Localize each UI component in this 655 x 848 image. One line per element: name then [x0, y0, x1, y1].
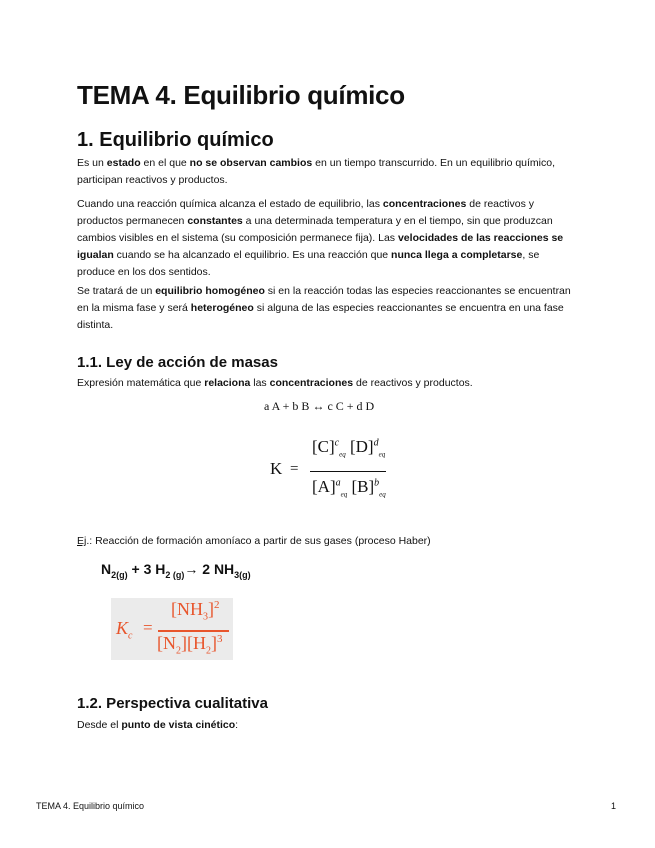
section-1-2-heading: 1.2. Perspectiva cualitativa: [77, 695, 268, 712]
kc-expression: $K_c$ = $[NH_3]^2$ $[N_2][H_2]^3$: [111, 598, 233, 660]
kc-denominator: $[N_2][H_2]^3$: [157, 633, 223, 657]
section-1-paragraph-1: Es un estado en el que no se observan cambios en un tiempo transcurrido. En un equilibrio químico, participan reactivos y productos.: [77, 157, 556, 186]
example-line: Ej.: Reacción de formación amoníaco a partir de sus gases (proceso Haber): [77, 535, 431, 547]
section-1-2-paragraph: Desde el punto de vista cinético:: [77, 719, 239, 731]
section-1-1-paragraph: Expresión matemática que relaciona las concentraciones de reactivos y productos.: [77, 377, 473, 389]
page-title: TEMA 4. Equilibrio químico: [77, 80, 405, 110]
footer-title: TEMA 4. Equilibrio químico: [36, 801, 145, 811]
k-symbol: K: [270, 459, 283, 478]
equals-sign: =: [290, 461, 299, 477]
page-number: 1: [611, 801, 617, 811]
reaction-equation: a A + b B ↔ c C + d D: [264, 399, 375, 413]
section-1-paragraph-2: Cuando una reacción química alcanza el estado de equilibrio, las concentraciones de reactivos y productos permanecen constantes a una determinada temperatura y en el tiempo, sin que produzcan cambios visibles en el sistema (su composición permanece fija). Las velocidades de las reacciones se igualan cuando se ha alcanzado el equilibrio. Es una reacción que nunca llega a completarse, se produce en los dos sentidos.: [77, 198, 564, 278]
k-denominator: $[A]^a_{eq}$ $[B]^b_{eq}$: [312, 477, 386, 499]
kc-numerator: $[NH_3]^2$: [171, 599, 220, 623]
fraction-bar: [310, 471, 386, 472]
kc-fraction-bar: [158, 630, 229, 632]
haber-equation: $N_{2(g)} + 3$ $H_{2 (g)}\to 2$ $NH_{3(g)}$: [101, 561, 251, 580]
section-1-1-heading: 1.1. Ley de acción de masas: [77, 354, 278, 371]
k-numerator: $[C]^c_{eq}$ $[D]^d_{eq}$: [312, 437, 386, 459]
section-1-paragraph-3: Se tratará de un equilibrio homogéneo si en la reacción todas las especies reaccionantes se encuentran en la misma fase y será heterogéneo si alguna de las especies reaccionantes se encuentra en una fase distinta.: [77, 285, 571, 331]
section-1-heading: 1. Equilibrio químico: [77, 129, 274, 151]
k-expression: [270, 437, 410, 507]
